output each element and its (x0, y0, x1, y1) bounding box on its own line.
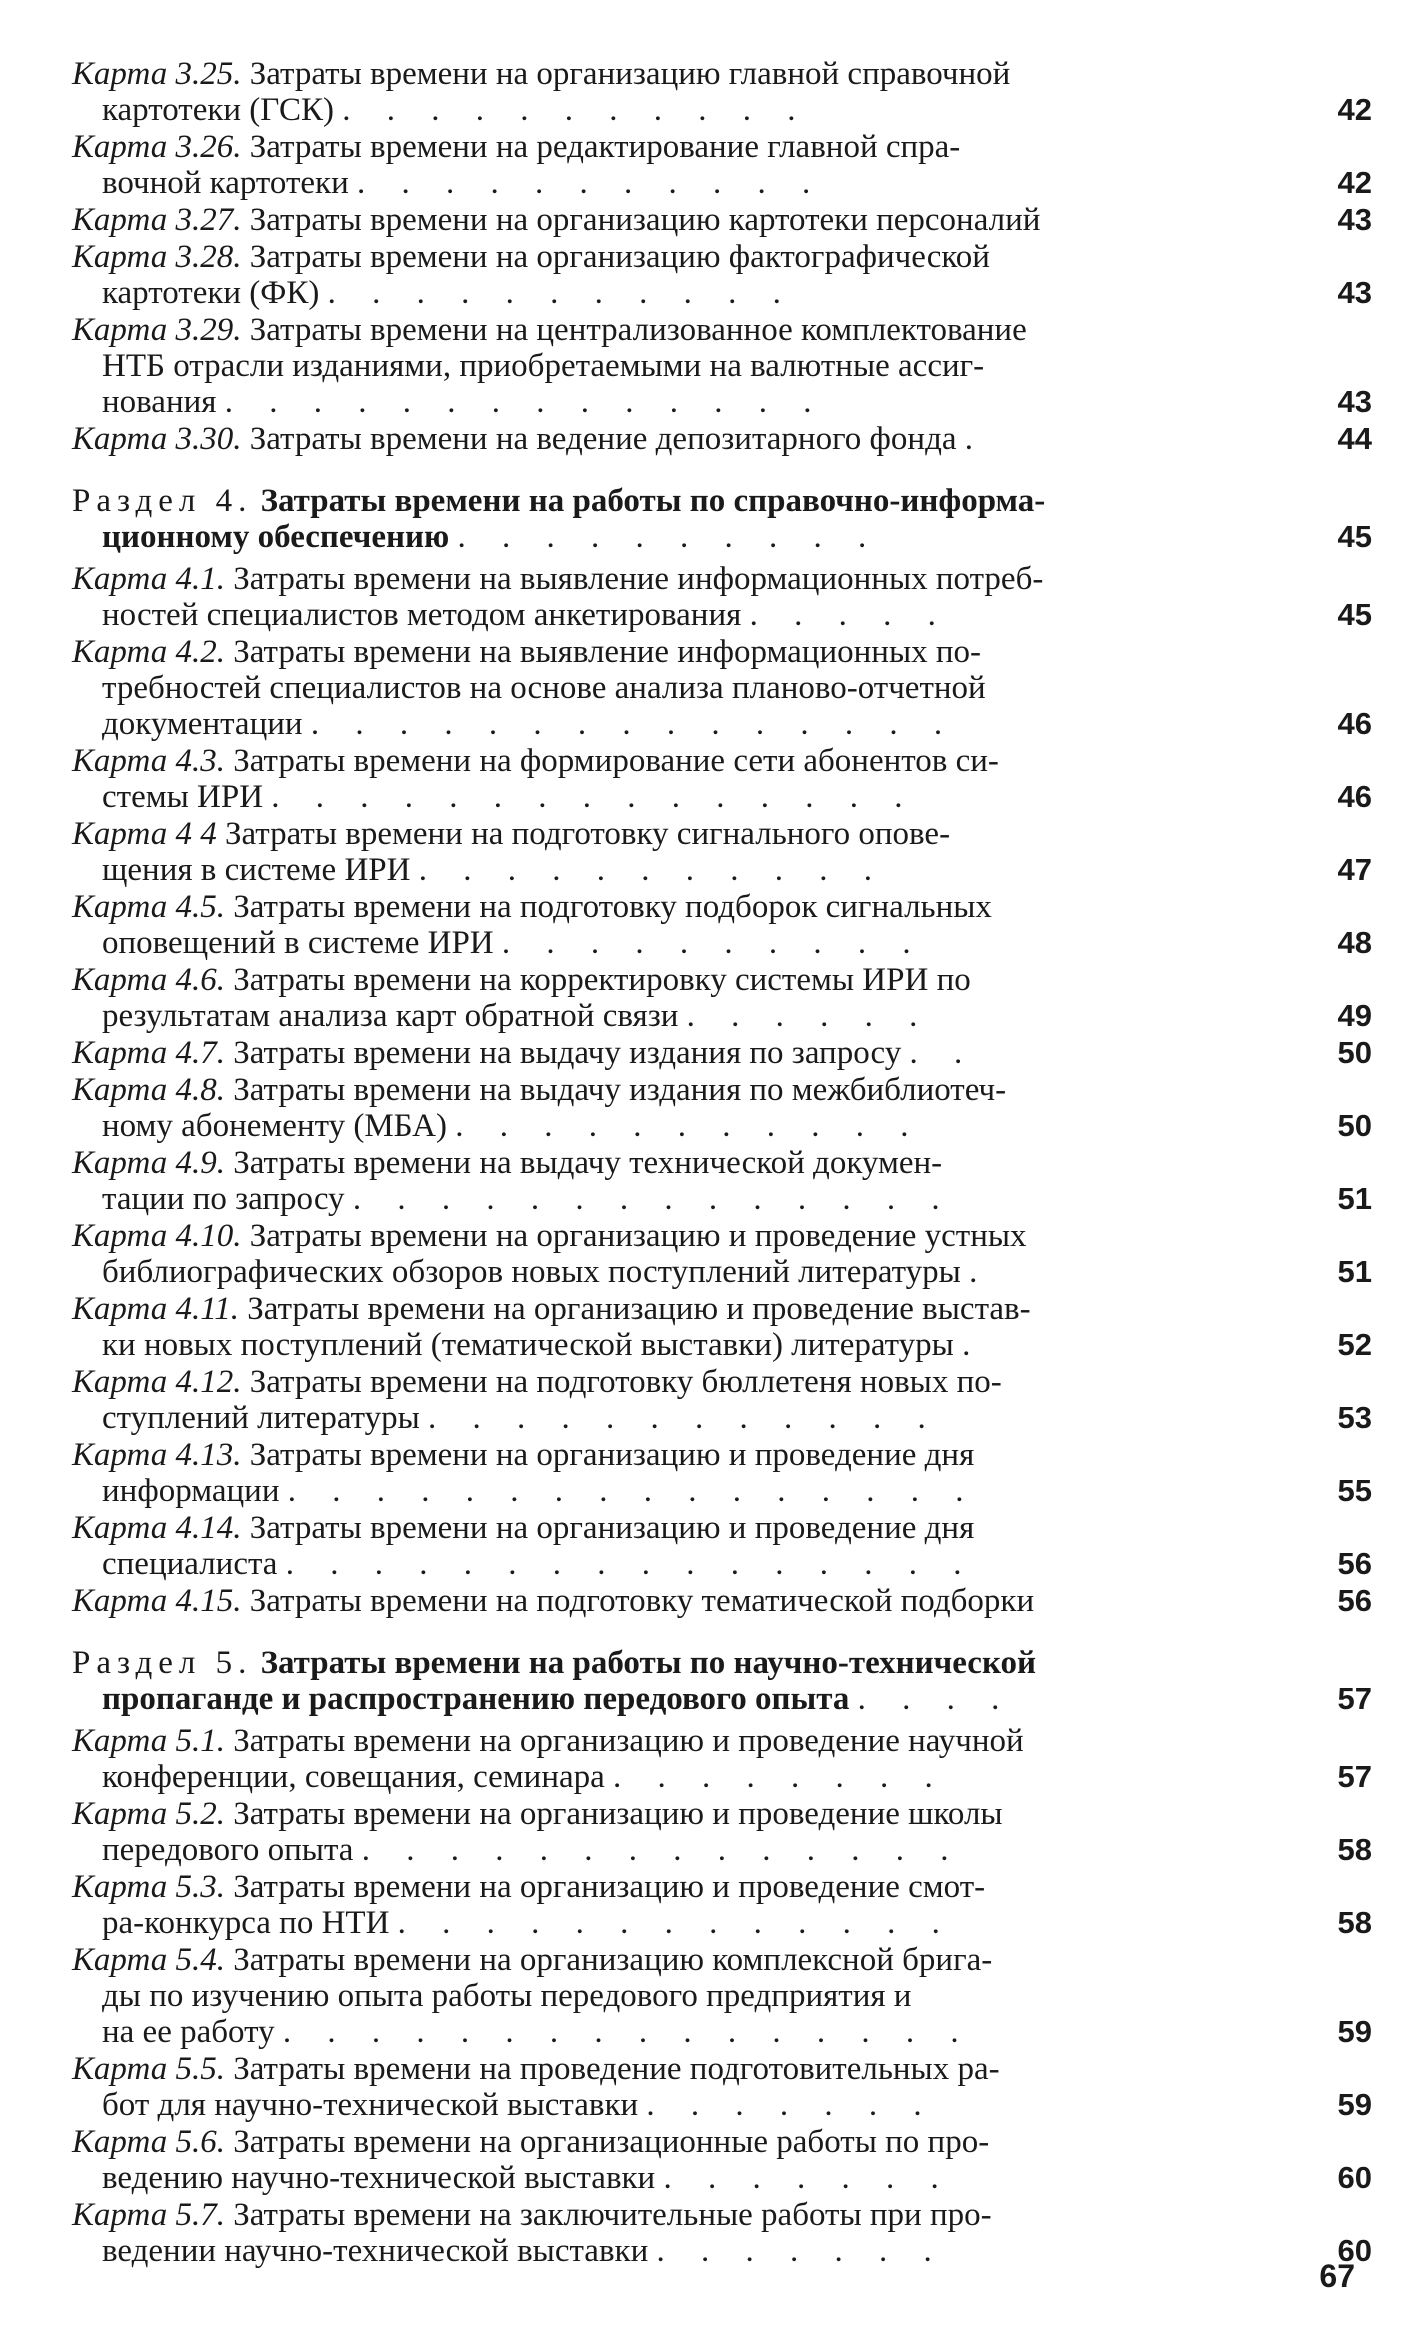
entry-page-number: 60 (1337, 2233, 1372, 2268)
entry-continuation-line (72, 2233, 1255, 2269)
card-label: Карта 4.9. (72, 1145, 225, 1181)
entry-title-line: Затраты времени на организацию и проведение дня (249, 1510, 975, 1546)
entry-continuation-line (72, 1400, 1255, 1436)
entry-page-number: 55 (1337, 1473, 1372, 1508)
entry-text (72, 561, 1255, 633)
entry-title-line: стемы ИРИ (102, 779, 264, 815)
entry-title-line: вочной картотеки (102, 165, 349, 201)
entry-first-line (72, 743, 999, 779)
entry-title-line: Затраты времени на организацию комплексной брига- (233, 1942, 993, 1978)
entry-first-line (72, 1869, 985, 1905)
entry-page-number: 59 (1337, 2014, 1372, 2049)
card-label: Карта 3.25. (72, 56, 242, 92)
entry-title-line: Затраты времени на организацию и проведение школы (233, 1796, 1003, 1832)
entry-title-line: ному абонементу (МБА) (102, 1108, 448, 1144)
entry-continuation-line (72, 519, 1255, 555)
entry-title-line: информации (102, 1473, 280, 1509)
entry-first-line (72, 483, 1045, 519)
card-label: Карта 4.10. (72, 1218, 242, 1254)
toc-entry (72, 1291, 1372, 1363)
entry-continuation-line (72, 779, 1255, 815)
entry-page-number: 57 (1337, 1759, 1372, 1794)
entry-first-line (72, 561, 1043, 597)
entry-title-line: нования (102, 384, 217, 420)
entry-continuation-line (72, 998, 1255, 1034)
leader-dots: . . (909, 1035, 977, 1071)
card-label: Карта 3.29. (72, 312, 242, 348)
entry-title-line: оповещений в системе ИРИ (102, 925, 494, 961)
entry-text (72, 1510, 1255, 1582)
entry-continuation-line (72, 1473, 1255, 1509)
entry-text (72, 421, 1255, 457)
entry-page-number: 48 (1337, 925, 1372, 960)
entry-title-line: на ее работу (102, 2014, 275, 2050)
entry-first-line (72, 1145, 942, 1181)
entry-text (72, 2051, 1255, 2123)
toc-entry (72, 2197, 1372, 2269)
entry-text (72, 1364, 1255, 1436)
entry-page-number: 53 (1337, 1400, 1372, 1435)
leader-dots: . . . . . . . . . . . . . . . (310, 706, 957, 742)
leader-dots: . . . . . . . . . . . . . . . . (285, 1546, 976, 1582)
entry-first-line (72, 2197, 992, 2233)
entry-title-line: Затраты времени на централизованное комплектование (249, 312, 1027, 348)
entry-first-line (72, 1437, 974, 1473)
toc-section (72, 483, 1372, 555)
section-label: Раздел 5. (72, 1645, 253, 1681)
toc-entry (72, 1510, 1372, 1582)
card-label: Карта 5.7. (72, 2197, 225, 2233)
entry-text (72, 1583, 1255, 1619)
entry-text (72, 239, 1255, 311)
entry-first-line (72, 1035, 976, 1071)
entry-title-line: Затраты времени на организацию и проведение устных (249, 1218, 1027, 1254)
entry-title-line: Затраты времени на работы по научно-технической (260, 1645, 1037, 1681)
card-label: Карта 5.2. (72, 1796, 225, 1832)
card-label: Карта 4 4 (72, 816, 217, 852)
toc-entry (72, 816, 1372, 888)
entry-first-line (72, 1510, 974, 1546)
entry-title-line: Затраты времени на организацию и проведение дня (249, 1437, 975, 1473)
entry-title-line: ностей специалистов методом анкетирования (102, 597, 742, 633)
toc-entry (72, 1583, 1372, 1619)
leader-dots: . . . . . . (686, 998, 932, 1034)
entry-title-line: ки новых поступлений (тематической выставки) литературы (102, 1327, 954, 1363)
entry-title-line: Затраты времени на подготовку бюллетеня новых по- (249, 1364, 1002, 1400)
entry-title-line: требностей специалистов на основе анализа планово-отчетной (102, 670, 986, 706)
leader-dots: . . . . . . . . . . . . . . (361, 1832, 963, 1868)
entry-title-line: Затраты времени на организацию и проведение научной (233, 1723, 1024, 1759)
entry-page-number: 51 (1337, 1254, 1372, 1289)
entry-page-number: 57 (1337, 1681, 1372, 1716)
entry-first-line (72, 889, 992, 925)
entry-continuation-line (72, 165, 1255, 201)
entry-page-number: 52 (1337, 1327, 1372, 1362)
entry-text (72, 889, 1255, 961)
toc-entry (72, 421, 1372, 457)
toc-section (72, 1645, 1372, 1717)
entry-first-line (72, 129, 960, 165)
entry-page-number: 47 (1337, 852, 1372, 887)
entry-continuation-line (72, 597, 1255, 633)
entry-first-line (72, 1218, 1027, 1254)
entry-title-line: Затраты времени на корректировку системы ИРИ по (233, 962, 971, 998)
entry-title-line: Затраты времени на организационные работы по про- (233, 2124, 990, 2160)
leader-dots: . . . . (857, 1681, 1014, 1717)
entry-first-line (72, 816, 950, 852)
entry-continuation-line (72, 1905, 1255, 1941)
card-label: Карта 5.6. (72, 2124, 225, 2160)
entry-title-line: Затраты времени на ведение депозитарного фонда (249, 421, 957, 457)
leader-dots: . . . . . (749, 597, 950, 633)
entry-title-line: результатам анализа карт обратной связи (102, 998, 679, 1034)
entry-text (72, 202, 1255, 238)
entry-page-number: 50 (1337, 1108, 1372, 1143)
entry-continuation-line (72, 1108, 1255, 1144)
entry-title-line: ведению научно-технической выставки (102, 2160, 656, 2196)
entry-title-line: бот для научно-технической выставки (102, 2087, 639, 2123)
entry-continuation-line (72, 1546, 1255, 1582)
entry-first-line (72, 202, 1040, 238)
toc-entry (72, 2051, 1372, 2123)
entry-title-line: Затраты времени на заключительные работы при про- (233, 2197, 992, 2233)
entry-text (72, 1145, 1255, 1217)
entry-title-line: НТБ отрасли изданиями, приобретаемыми на валютные ассиг- (102, 348, 985, 384)
toc-entry (72, 1035, 1372, 1071)
card-label: Карта 5.4. (72, 1942, 225, 1978)
toc-entry (72, 1072, 1372, 1144)
entry-first-line (72, 56, 1010, 92)
leader-dots: . . . . . . . . . . . . (428, 1400, 940, 1436)
entry-continuation-line (72, 1681, 1255, 1717)
toc-entry (72, 1218, 1372, 1290)
entry-page-number: 60 (1337, 2160, 1372, 2195)
entry-first-line (72, 962, 971, 998)
page-number: 67 (1319, 2258, 1355, 2294)
card-label: Карта 5.1. (72, 1723, 225, 1759)
entry-title-line: Затраты времени на подготовку подборок сигнальных (233, 889, 992, 925)
entry-text (72, 1796, 1255, 1868)
entry-title-line: тации по запросу (102, 1181, 345, 1217)
leader-dots: . . . . . . . . . . . . . . . . (287, 1473, 978, 1509)
entry-title-line: ступлений литературы (102, 1400, 420, 1436)
entry-text (72, 1218, 1255, 1290)
entry-title-line: пропаганде и распространению передового опыта (102, 1681, 850, 1717)
entry-text (72, 312, 1255, 420)
entry-title-line: Затраты времени на подготовку сигнального опове- (224, 816, 951, 852)
entry-first-line (72, 2124, 989, 2160)
toc-entry (72, 129, 1372, 201)
leader-dots: . . . . . . . (656, 2233, 946, 2269)
card-label: Карта 4.11. (72, 1291, 240, 1327)
entry-title-line: ра-конкурса по НТИ (102, 1905, 390, 1941)
card-label: Карта 4.14. (72, 1510, 242, 1546)
entry-page-number: 59 (1337, 2087, 1372, 2122)
entry-text (72, 1035, 1255, 1071)
toc-entry (72, 1364, 1372, 1436)
toc-entry (72, 1796, 1372, 1868)
card-label: Карта 4.3. (72, 743, 225, 779)
card-label: Карта 3.26. (72, 129, 242, 165)
card-label: Карта 5.5. (72, 2051, 225, 2087)
entry-continuation-line (72, 670, 1255, 706)
card-label: Карта 4.2. (72, 634, 225, 670)
toc-entry (72, 634, 1372, 742)
entry-title-line: Затраты времени на организацию фактографической (249, 239, 990, 275)
entry-title-line: Затраты времени на выдачу издания по межбиблиотеч- (233, 1072, 1007, 1108)
toc-entry (72, 561, 1372, 633)
leader-dots: . . . . . . . . . . . . . . . (271, 779, 917, 815)
entry-first-line (72, 1796, 1003, 1832)
entry-first-line (72, 1723, 1024, 1759)
entry-title-line: картотеки (ГСК) (102, 92, 334, 128)
entry-title-line: Затраты времени на организацию картотеки персоналий (249, 202, 1041, 238)
toc-entry (72, 1437, 1372, 1509)
entry-first-line (72, 1072, 1006, 1108)
card-label: Карта 4.1. (72, 561, 225, 597)
entry-continuation-line (72, 1254, 1255, 1290)
entry-title-line: передового опыта (102, 1832, 354, 1868)
entry-continuation-line (72, 2014, 1255, 2050)
leader-dots: . . . . . . . . . . (457, 519, 881, 555)
entry-continuation-line (72, 275, 1255, 311)
entry-page-number: 58 (1337, 1832, 1372, 1867)
leader-dots: . . . . . . . . . . . . . . . . (282, 2014, 973, 2050)
entry-text (72, 1437, 1255, 1509)
entry-first-line (72, 1942, 992, 1978)
toc-entry (72, 239, 1372, 311)
entry-page-number: 45 (1337, 519, 1372, 554)
leader-dots: . (969, 1254, 992, 1290)
toc-entry (72, 743, 1372, 815)
card-label: Карта 3.27. (72, 202, 242, 238)
entry-continuation-line (72, 1978, 1255, 2014)
entry-title-line: документации (102, 706, 303, 742)
leader-dots: . . . . . . . . . . . . . . (224, 384, 826, 420)
entry-first-line (72, 1583, 1034, 1619)
entry-first-line (72, 634, 981, 670)
entry-continuation-line (72, 1327, 1255, 1363)
entry-page-number: 51 (1337, 1181, 1372, 1216)
leader-dots: . . . . . . . . (613, 1759, 947, 1795)
leader-dots: . . . . . . . . . . . (327, 275, 795, 311)
entry-page-number: 50 (1337, 1035, 1372, 1070)
entry-title-line: Затраты времени на выдачу технической докумен- (233, 1145, 943, 1181)
entry-text (72, 634, 1255, 742)
entry-title-line: ведении научно-технической выставки (102, 2233, 649, 2269)
entry-page-number: 43 (1337, 275, 1372, 310)
card-label: Карта 4.5. (72, 889, 225, 925)
leader-dots: . . . . . . . . . . (501, 925, 925, 961)
entry-continuation-line (72, 2087, 1255, 2123)
entry-page-number: 46 (1337, 779, 1372, 814)
entry-text (72, 483, 1255, 555)
card-label: Карта 4.8. (72, 1072, 225, 1108)
entry-text (72, 1869, 1255, 1941)
entry-page-number: 46 (1337, 706, 1372, 741)
entry-title-line: Затраты времени на организацию и проведение выстав- (247, 1291, 1031, 1327)
entry-title-line: Затраты времени на организацию главной справочной (249, 56, 1011, 92)
entry-continuation-line (72, 1832, 1255, 1868)
entry-page-number: 44 (1337, 421, 1372, 456)
leader-dots: . . . . . . . . . . . (342, 92, 810, 128)
entry-first-line (72, 1364, 1002, 1400)
entry-title-line: Затраты времени на проведение подготовительных ра- (233, 2051, 1000, 2087)
entry-text (72, 2197, 1255, 2269)
leader-dots: . . . . . . . . . . . . . . (352, 1181, 954, 1217)
entry-first-line (72, 239, 990, 275)
entry-title-line: Затраты времени на выявление информационных по- (233, 634, 982, 670)
entry-text (72, 962, 1255, 1034)
entry-title-line: Затраты времени на выдачу издания по запросу (233, 1035, 902, 1071)
entry-title-line: Затраты времени на организацию и проведение смот- (233, 1869, 986, 1905)
entry-first-line (72, 312, 1027, 348)
entry-text (72, 1291, 1255, 1363)
toc-entry (72, 56, 1372, 128)
entry-text (72, 816, 1255, 888)
leader-dots: . . . . . . . . . . . . . (397, 1905, 954, 1941)
entry-text (72, 743, 1255, 815)
entry-title-line: ды по изучению опыта работы передового предприятия и (102, 1978, 912, 2014)
entry-continuation-line (72, 1181, 1255, 1217)
entry-continuation-line (72, 925, 1255, 961)
entry-title-line: библиографических обзоров новых поступлений литературы (102, 1254, 961, 1290)
entry-text (72, 129, 1255, 201)
card-label: Карта 4.6. (72, 962, 225, 998)
card-label: Карта 3.30. (72, 421, 242, 457)
entry-text (72, 1942, 1255, 2050)
entry-page-number: 42 (1337, 92, 1372, 127)
toc-entry (72, 889, 1372, 961)
entry-continuation-line (72, 384, 1255, 420)
entry-text (72, 2124, 1255, 2196)
entry-continuation-line (72, 348, 1255, 384)
entry-page-number: 42 (1337, 165, 1372, 200)
entry-page-number: 56 (1337, 1546, 1372, 1581)
entry-first-line (72, 421, 987, 457)
card-label: Карта 4.7. (72, 1035, 225, 1071)
entry-title-line: Затраты времени на редактирование главной спра- (249, 129, 961, 165)
entry-title-line: Затраты времени на выявление информационных потреб- (233, 561, 1044, 597)
entry-continuation-line (72, 92, 1255, 128)
entry-page-number: 43 (1337, 202, 1372, 237)
card-label: Карта 4.12. (72, 1364, 242, 1400)
card-label: Карта 3.28. (72, 239, 242, 275)
entry-text (72, 56, 1255, 128)
leader-dots: . . . . . . . . . . . (455, 1108, 923, 1144)
entry-first-line (72, 1645, 1036, 1681)
card-label: Карта 5.3. (72, 1869, 225, 1905)
table-of-contents (72, 56, 1372, 2270)
entry-continuation-line (72, 2160, 1255, 2196)
entry-text (72, 1072, 1255, 1144)
section-label: Раздел 4. (72, 483, 253, 519)
toc-entry (72, 1942, 1372, 2050)
toc-entry (72, 1723, 1372, 1795)
entry-first-line (72, 2051, 1000, 2087)
leader-dots: . . . . . . . . . . . (356, 165, 825, 201)
entry-continuation-line (72, 706, 1255, 742)
leader-dots: . (962, 1327, 985, 1363)
card-label: Карта 4.13. (72, 1437, 242, 1473)
toc-entry (72, 962, 1372, 1034)
entry-title-line: Затраты времени на работы по справочно-информа- (260, 483, 1046, 519)
toc-entry (72, 202, 1372, 238)
entry-text (72, 1723, 1255, 1795)
entry-continuation-line (72, 852, 1255, 888)
entry-continuation-line (72, 1759, 1255, 1795)
entry-title-line: Затраты времени на подготовку тематической подборки (249, 1583, 1035, 1619)
entry-page-number: 49 (1337, 998, 1372, 1033)
entry-page-number: 45 (1337, 597, 1372, 632)
entry-text (72, 1645, 1255, 1717)
entry-page-number: 56 (1337, 1583, 1372, 1618)
entry-title-line: Затраты времени на формирование сети абонентов си- (233, 743, 999, 779)
toc-entry (72, 1869, 1372, 1941)
entry-title-line: ционному обеспечению (102, 519, 450, 555)
leader-dots: . . . . . . . (646, 2087, 936, 2123)
card-label: Карта 4.15. (72, 1583, 242, 1619)
entry-page-number: 58 (1337, 1905, 1372, 1940)
leader-dots: . . . . . . . . . . . (418, 852, 886, 888)
entry-page-number: 43 (1337, 384, 1372, 419)
entry-title-line: щения в системе ИРИ (102, 852, 411, 888)
entry-title-line: специалиста (102, 1546, 278, 1582)
toc-entry (72, 1145, 1372, 1217)
entry-first-line (72, 1291, 1031, 1327)
entry-title-line: конференции, совещания, семинара (102, 1759, 605, 1795)
toc-entry (72, 312, 1372, 420)
leader-dots: . (964, 421, 988, 457)
leader-dots: . . . . . . . (663, 2160, 953, 2196)
toc-entry (72, 2124, 1372, 2196)
entry-title-line: картотеки (ФК) (102, 275, 320, 311)
